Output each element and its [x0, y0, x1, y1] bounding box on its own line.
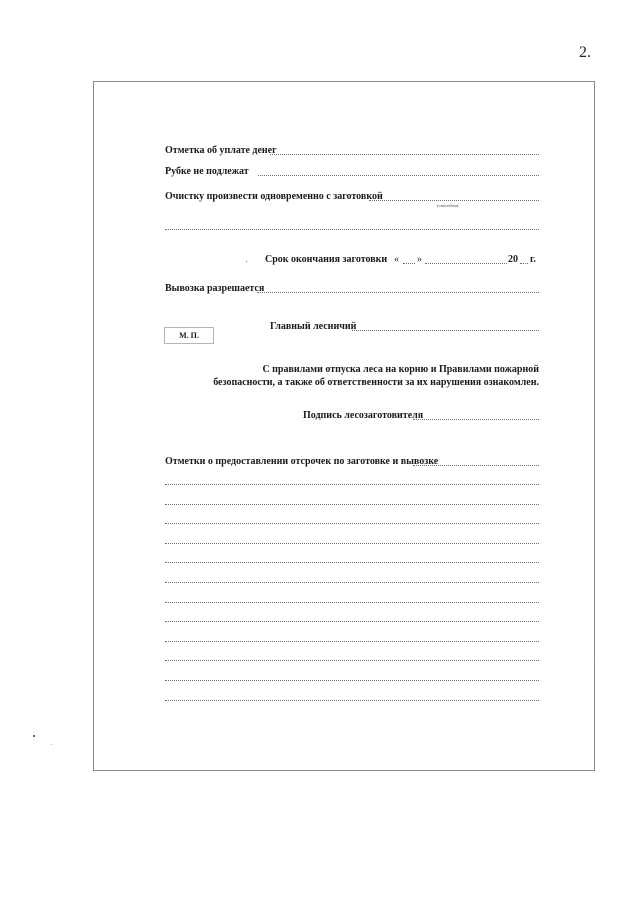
deferrals-label: Отметки о предоставлении отсрочек по заготовке и вывозке: [165, 456, 439, 467]
removal-label: Вывозка разрешается: [165, 283, 265, 294]
chief-forester-signature-line[interactable]: [352, 329, 539, 331]
cleanup-line-2[interactable]: [165, 228, 539, 230]
deferral-line[interactable]: [165, 561, 539, 563]
deferral-line[interactable]: [165, 640, 539, 642]
scan-speck: [246, 261, 247, 262]
scan-speck: [594, 661, 595, 662]
removal-line[interactable]: [257, 291, 539, 293]
deferral-line[interactable]: [165, 699, 539, 701]
deferrals-line[interactable]: [413, 464, 539, 466]
rules-line-2: безопасности, а также об ответственности за их нарушения ознакомлен.: [213, 377, 539, 388]
deferral-line[interactable]: [165, 483, 539, 485]
signature-line[interactable]: [413, 418, 539, 420]
deferral-line[interactable]: [165, 581, 539, 583]
deferral-line[interactable]: [165, 679, 539, 681]
chief-forester-label: Главный лесничий: [270, 321, 357, 332]
deadline-year-prefix: 20: [508, 254, 518, 265]
deadline-day-line[interactable]: [403, 262, 415, 264]
deadline-year-line[interactable]: [520, 262, 528, 264]
deadline-close-quote: »: [417, 254, 422, 265]
deadline-label: Срок окончания заготовки: [265, 254, 388, 265]
deadline-year-suffix: г.: [530, 254, 536, 265]
cleanup-hint: (способом): [437, 203, 459, 208]
cleanup-label: Очистку произвести одновременно с заготовкой: [165, 191, 383, 202]
signature-label: Подпись лесозаготовителя: [303, 410, 424, 421]
no-cutting-label: Рубке не подлежат: [165, 166, 249, 177]
rules-line-1: С правилами отпуска леса на корню и Правилами пожарной: [262, 364, 539, 375]
scan-speck: [51, 744, 52, 745]
deferral-line[interactable]: [165, 503, 539, 505]
page-number: 2.: [579, 44, 591, 61]
deadline-month-line[interactable]: [425, 262, 507, 264]
deferral-line[interactable]: [165, 659, 539, 661]
payment-mark-line[interactable]: [270, 153, 539, 155]
no-cutting-line[interactable]: [258, 174, 539, 176]
form-frame: [93, 81, 595, 771]
deadline-open-quote: «: [394, 254, 399, 265]
stamp-box: М. П.: [164, 327, 214, 344]
deferral-line[interactable]: [165, 620, 539, 622]
cleanup-line[interactable]: [369, 199, 539, 201]
deferral-line[interactable]: [165, 542, 539, 544]
payment-mark-label: Отметка об уплате денег: [165, 145, 277, 156]
deferral-line[interactable]: [165, 601, 539, 603]
deferral-line[interactable]: [165, 522, 539, 524]
scan-speck: [33, 735, 35, 737]
